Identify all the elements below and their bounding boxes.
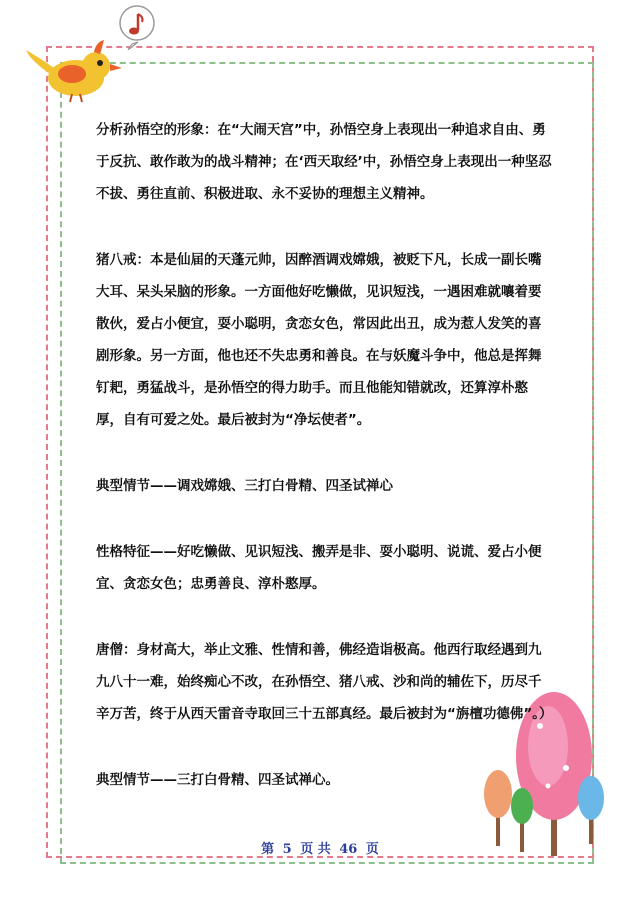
bird-icon	[24, 38, 124, 104]
footer-prefix: 第	[261, 842, 275, 857]
page-footer	[0, 838, 640, 857]
footer-suffix: 页	[365, 842, 379, 857]
paragraph-zhu-bajie: 猪八戒：本是仙届的天蓬元帅，因醉酒调戏嫦娥，被贬下凡，长成一副长嘴大耳、呆头呆脑的形象。一方面他好吃懒做，见识短浅，一遇困难就嚷着要散伙，爱占小便宜，耍小聪明，贪恋女色，常因此出丑，成为惹人发笑的喜剧形象。另一方面，他也还不失忠勇和善良。在与妖魔斗争中，他总是挥舞钉耙，勇猛战斗，是孙悟空的得力助手。而且他能知错就改，还算淳朴憨厚，自有可爱之处。最后被封为“净坛使者”。	[96, 252, 542, 428]
document-body	[96, 114, 554, 830]
paragraph-sun-wukong: 分析孙悟空的形象：在“大闹天宫”中，孙悟空身上表现出一种追求自由、勇于反抗、敢作敢为的战斗精神；在‘西天取经’中，孙悟空身上表现出一种坚忍不拔、勇往直前、积极进取、永不妥协的理想主义精神。	[96, 122, 552, 202]
paragraph-plot-bajie: 典型情节——调戏嫦娥、三打白骨精、四圣试禅心	[96, 478, 393, 494]
paragraph-plot-tangseng: 典型情节——三打白骨精、四圣试禅心。	[96, 772, 339, 788]
page-number: 5	[282, 842, 292, 857]
page-total: 46	[339, 842, 358, 857]
paragraph-tang-seng: 唐僧：身材高大，举止文雅、性情和善，佛经造诣极高。他西行取经遇到九九八十一难，始终痴心不改，在孙悟空、猪八戒、沙和尚的辅佐下，历尽千辛万苦，终于从西天雷音寺取回三十五部真经。最后被封为“旃檀功德佛”。）	[96, 642, 553, 722]
music-note-icon	[118, 4, 156, 50]
paragraph-traits-bajie: 性格特征——好吃懒做、见识短浅、搬弄是非、耍小聪明、说谎、爱占小便宜、贪恋女色；忠勇善良、淳朴憨厚。	[96, 544, 542, 592]
footer-middle: 页 共	[300, 842, 331, 857]
